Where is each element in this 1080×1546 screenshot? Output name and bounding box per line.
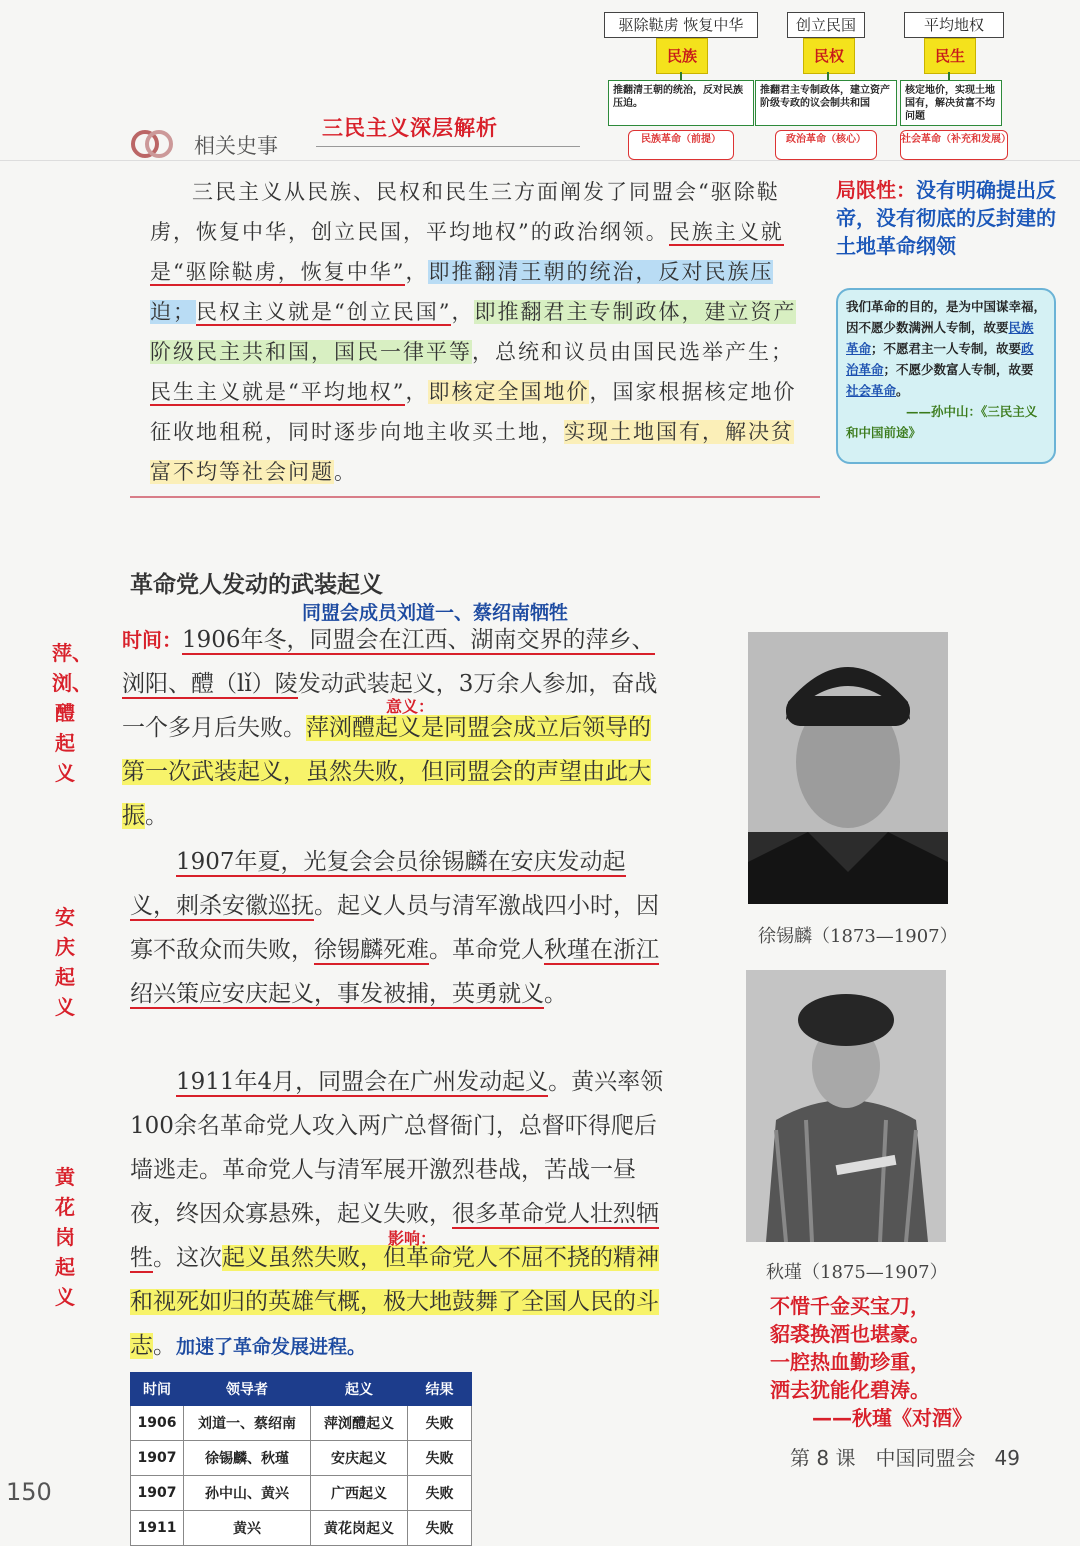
concept-header: 驱除鞑虏 恢复中华	[604, 12, 758, 38]
underlined-text: 同盟会在江西、湖南交界的	[309, 627, 586, 653]
lesson-title: 第 8 课 中国同盟会	[790, 1446, 976, 1470]
underlined-text: 1911年4月，	[176, 1069, 319, 1095]
concept-header: 平均地权	[904, 12, 1004, 38]
table-cell: 1907	[131, 1441, 184, 1476]
highlighted-text: 即推翻君主专制政体，建立资产阶级民主共和国，国民一律平等	[150, 300, 797, 364]
limitation-note	[836, 176, 1072, 260]
text: ，	[405, 260, 429, 284]
divider	[316, 146, 580, 147]
table-cell: 失败	[408, 1476, 472, 1511]
arrow-down-icon	[680, 72, 682, 80]
concept-result: 政治革命（核心）	[775, 130, 877, 160]
text: 。黄兴率领100余名革命党人攻入两广总督衙门，总督吓得爬后墙逃走。革命党人与清军展开激烈巷战，苦战一昼夜，终因众寡悬殊，起义失败，	[130, 1069, 664, 1227]
highlighted-text: 即核定全国地价	[428, 380, 590, 404]
concept-tag: 民生	[924, 38, 976, 74]
uprising-table	[130, 1372, 472, 1546]
table-cell: 黄兴	[184, 1511, 311, 1546]
table-row	[131, 1441, 472, 1476]
table-cell: 1907	[131, 1476, 184, 1511]
table-cell: 安庆起义	[311, 1441, 408, 1476]
text: 。	[153, 1333, 176, 1359]
text: 我们革命的目的，是为中国谋幸福，因不愿少数满洲人专制，故要	[846, 299, 1047, 335]
concept-minquan	[751, 12, 901, 150]
underlined-text: 1907年夏，	[176, 849, 304, 875]
section-title: 相关史事	[194, 134, 278, 158]
page-number: 49	[994, 1446, 1020, 1470]
yiyi-label: 意义：	[386, 697, 435, 716]
portrait-qiu-jin-image	[746, 970, 946, 1242]
underlined-text: 很多革命党人壮烈牺牲	[130, 1201, 659, 1271]
yingxiang-label: 影响：	[388, 1229, 437, 1248]
poem-line: 一腔热血勤珍重，	[770, 1350, 930, 1374]
quote-source: ——孙中山：《三民主义和中国前途》	[846, 404, 1038, 440]
section-heading: 革命党人发动的武装起义	[130, 571, 383, 598]
table-header: 起义	[311, 1373, 408, 1406]
underlined-text: 1906年冬，	[182, 627, 310, 653]
side-label-huanghuagang: 黄花岗起义	[55, 1165, 75, 1309]
table-header: 结果	[408, 1373, 472, 1406]
sanmin-paragraph	[150, 172, 810, 492]
underlined-text: 徐锡麟死难	[314, 937, 429, 963]
text: 。	[896, 383, 909, 398]
concept-header: 创立民国	[787, 12, 865, 38]
text: 三民主义从民族、民权和民生三方面阐发了同盟会“驱除鞑虏，恢复中华，创立民国，平均地权”的政治纲领。	[150, 180, 780, 244]
photo-caption: 秋瑾（1875—1907）	[766, 1262, 948, 1283]
keyword: 民族革命	[846, 320, 1034, 356]
text: 。	[145, 803, 168, 829]
poem-note	[770, 1292, 1010, 1432]
table-cell: 广西起义	[311, 1476, 408, 1511]
photo-caption: 徐锡麟（1873—1907）	[758, 926, 958, 947]
underlined-text: 同盟会在广州发动起义	[318, 1069, 549, 1095]
text: ，总统和议员由国民选举产生；	[472, 340, 794, 364]
poem-line: 洒去犹能化碧涛。	[770, 1378, 930, 1402]
page-footer	[790, 1442, 1020, 1471]
keyword: 政治革命	[846, 341, 1034, 377]
text: 。这次	[153, 1245, 222, 1271]
concept-tag: 民族	[656, 38, 708, 74]
underlined-text: 萍乡、浏阳、醴（lǐ）陵	[122, 627, 655, 697]
time-label: 时间：	[122, 628, 182, 652]
arrow-down-icon	[948, 72, 950, 80]
paragraph-anqing	[130, 840, 670, 1016]
table-header: 领导者	[184, 1373, 311, 1406]
text: 。	[544, 981, 567, 1007]
paragraph-guangzhou	[130, 1060, 670, 1369]
table-cell: 失败	[408, 1406, 472, 1441]
underlined-text: 民生主义就是“平均地权”	[150, 380, 406, 404]
text: 。起义人员与清军激战四小时，因寡不敌众而失败，	[130, 893, 659, 963]
concept-desc: 核定地价，实现土地国有，解决贫富不均问题	[900, 80, 1002, 126]
highlighted-text: 即推翻清王朝的统治，反对民族压迫；	[150, 260, 774, 324]
limitation-text: 没有明确提出反帝，没有彻底的反封建的土地革命纲领	[836, 178, 1056, 258]
poem-line: 不惜千金买宝刀，	[770, 1294, 930, 1318]
portrait-xu-xilin-image	[748, 632, 948, 904]
text: 发动武装起义，3万余人参加，奋战一个多月后失败。	[122, 671, 658, 741]
table-cell: 1906	[131, 1406, 184, 1441]
table-cell: 徐锡麟、秋瑾	[184, 1441, 311, 1476]
table-header-row	[131, 1373, 472, 1406]
swirl-logo-icon	[130, 124, 174, 164]
text: ；不愿君主一人专制，故要	[871, 341, 1022, 356]
left-page-number: 150	[6, 1478, 52, 1506]
table-cell: 刘道一、蔡绍南	[184, 1406, 311, 1441]
underlined-text: 在安庆发动起义，刺杀安徽巡抚	[130, 849, 626, 919]
table-cell: 黄花岗起义	[311, 1511, 408, 1546]
concept-result: 社会革命（补充和发展）	[900, 130, 1008, 160]
table-header: 时间	[131, 1373, 184, 1406]
table-cell: 1911	[131, 1511, 184, 1546]
concept-result: 民族革命（前提）	[628, 130, 734, 160]
concept-minzu	[604, 12, 758, 150]
handwritten-note: 加速了革命发展进程。	[176, 1336, 367, 1358]
limitation-label: 局限性：	[836, 178, 916, 202]
highlighted-text: 萍浏醴起义是同盟会成立后领导的第一次武装起义，虽然失败，但同盟会的声望由此大振	[122, 715, 651, 829]
handwritten-note: 三民主义深层解析	[322, 116, 498, 140]
concept-desc: 推翻清王朝的统治，反对民族压迫。	[608, 80, 754, 126]
text: ；不愿少数富人专制，故要	[883, 362, 1034, 377]
text: 。革命党人	[429, 937, 544, 963]
poem-author: ——秋瑾《对酒》	[812, 1406, 972, 1430]
underlined-text: 民族主义就是“驱除鞑虏，恢复中华”	[150, 220, 784, 284]
concept-minsheng	[900, 12, 1011, 150]
divider	[130, 496, 820, 498]
poem-line: 貂裘换酒也堪豪。	[770, 1322, 930, 1346]
side-label-pingliu: 萍、浏、醴起义	[52, 641, 92, 785]
underlined-text: 光复会会员徐锡麟	[303, 849, 488, 875]
sun-quote-box	[836, 288, 1056, 464]
highlighted-text: 实现土地国有，解决贫富不均等社会问题	[150, 420, 794, 484]
table-cell: 萍浏醴起义	[311, 1406, 408, 1441]
text: ，	[405, 380, 429, 404]
text: ，国家根据核定地价征收地租税，同时逐步向地主收买土地，	[150, 380, 797, 444]
concept-tag: 民权	[803, 38, 855, 74]
arrow-down-icon	[827, 72, 829, 80]
side-label-anqing: 安庆起义	[55, 905, 75, 1019]
keyword: 社会革命	[846, 383, 897, 398]
paragraph-pingliu	[122, 618, 672, 838]
underlined-text: 秋瑾在浙江绍兴策应安庆起义，事发被捕，英勇就义	[130, 937, 659, 1007]
table-cell: 失败	[408, 1441, 472, 1476]
table-cell: 孙中山、黄兴	[184, 1476, 311, 1511]
highlighted-text: 起义虽然失败，但革命党人不屈不挠的精神和视死如归的英雄气概，极大地鼓舞了全国人民的斗志	[130, 1245, 659, 1359]
handwritten-note: 同盟会成员刘道一、蔡绍南牺牲	[302, 602, 569, 624]
concept-desc: 推翻君主专制政体，建立资产阶级专政的议会制共和国	[755, 80, 897, 126]
table-cell: 失败	[408, 1511, 472, 1546]
text: 。	[334, 460, 357, 484]
table-row	[131, 1476, 472, 1511]
underlined-text: 民权主义就是“创立民国”	[196, 300, 452, 324]
table-row	[131, 1406, 472, 1441]
table-row	[131, 1511, 472, 1546]
text: ，	[451, 300, 475, 324]
